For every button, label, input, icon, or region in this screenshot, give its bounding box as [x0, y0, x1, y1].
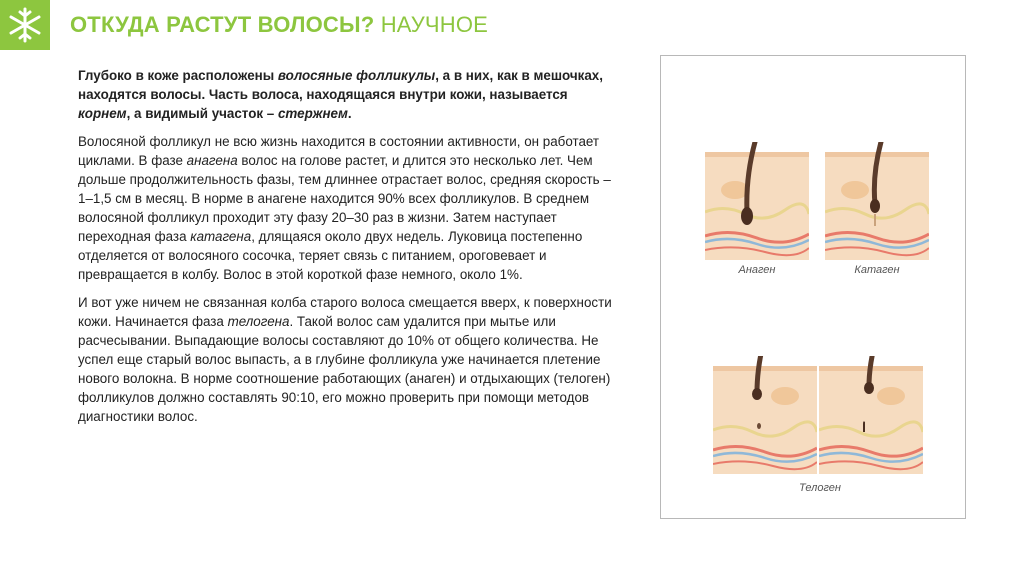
text-run: волос на голове растет, и длится это несколько лет. Чем дольше продолжительность фазы, тем длиннее отрастает волос, средняя скорость – 1–1,5 см в месяц. В норме в анагене находится 90% всех фолликулов. В среднем волосяной фолликул проходит эту фазу 20–30 раз в жизни. Затем наступает переходная фаза	[78, 153, 611, 244]
text-run: . Такой волос сам удалится при мытье или расчесывании. Выпадающие волосы составляют до 10% от общего количества. Не успел еще старый волос выпасть, а в глубине фолликула уже начинается плетение нового волокна. В норме соотношение работающих (анаген) и отдыхающих (телоген) фолликулов должно составлять 90:10, его можно проверить при помощи методов диагностики волос.	[78, 314, 611, 424]
emphasis-term: анагена	[186, 153, 238, 168]
caption-telogen: Телоген	[799, 482, 841, 494]
telogen-illustration-2	[819, 356, 923, 474]
title-rest: НАУЧНОЕ	[380, 12, 489, 37]
caption-anagen: Анаген	[738, 264, 776, 276]
telogen-illustration-1	[713, 356, 817, 474]
paragraph-2	[78, 132, 618, 284]
catagen-illustration	[825, 142, 929, 260]
emphasis-term: телогена	[227, 314, 290, 329]
title-main: ОТКУДА РАСТУТ ВОЛОСЫ?	[70, 12, 375, 37]
text-run: Глубоко в коже расположены	[78, 68, 278, 83]
emphasis-term: стержнем	[277, 106, 348, 121]
page-title	[70, 12, 488, 38]
anagen-illustration	[705, 142, 809, 260]
snowflake-icon	[0, 0, 50, 50]
text-run: , а в них, как в мешочках, находятся волосы. Часть волоса, находящаяся внутри кожи, называется	[78, 68, 603, 102]
emphasis-term: волосяные фолликулы	[277, 68, 436, 83]
text-run: Волосяной фолликул не всю жизнь находится в состоянии активности, он работает циклами. В фазе	[78, 134, 600, 168]
text-run: .	[347, 106, 352, 121]
emphasis-term: катагена	[190, 229, 252, 244]
article-text	[78, 66, 618, 435]
emphasis-term: корнем	[78, 106, 127, 121]
caption-catagen: Катаген	[854, 264, 900, 276]
hair-cycle-figure	[660, 55, 966, 519]
text-run: , длящаяся около двух недель. Луковица постепенно отделяется от волосяного сосочка, теряет связь с питанием, ороговевает и превращается в колбу. Волос в этой короткой фазе немного, около 1%.	[78, 229, 583, 282]
text-run: , а видимый участок –	[126, 106, 278, 121]
text-run: И вот уже ничем не связанная колба старого волоса смещается вверх, к поверхности кожи. Начинается фаза	[78, 295, 612, 329]
paragraph-3	[78, 293, 618, 426]
lead-paragraph	[78, 66, 618, 123]
brand-logo	[0, 0, 50, 50]
